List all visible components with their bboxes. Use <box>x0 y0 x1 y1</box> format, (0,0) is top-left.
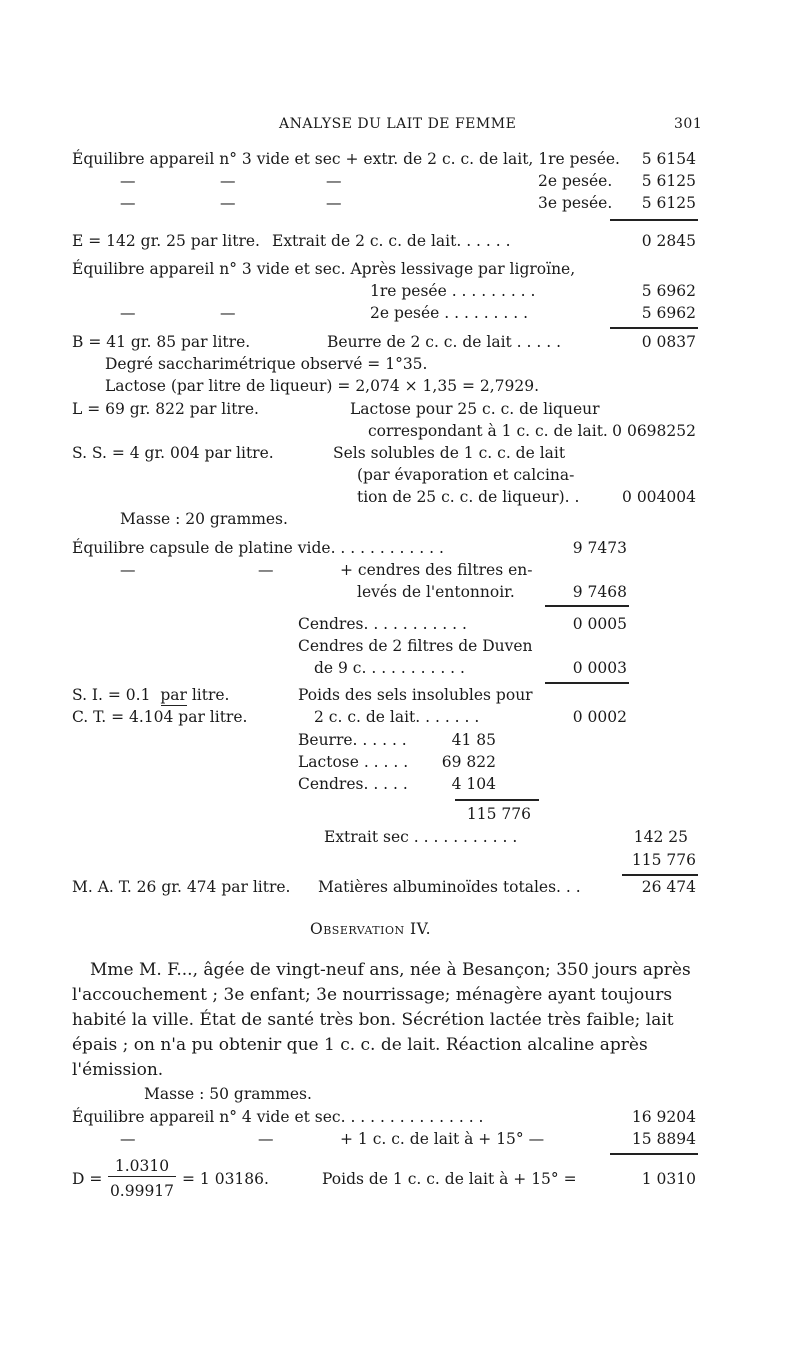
text-line: Beurre. . . . . . <box>298 731 407 749</box>
paragraph-line: l'émission. <box>72 1060 164 1080</box>
dash: — <box>326 194 342 212</box>
text-line: Équilibre appareil n° 3 vide et sec + extr. de 2 c. c. de lait, 1re pesée. <box>72 150 620 168</box>
text-line: 2e pesée . . . . . . . . . <box>370 304 529 322</box>
text-line: Équilibre appareil n° 4 vide et sec. . . . . . . . . . . . . . . <box>72 1108 484 1126</box>
value: 69 822 <box>441 753 496 771</box>
dash: — <box>120 1130 136 1148</box>
value: 0 0002 <box>572 708 627 726</box>
text-line: tion de 25 c. c. de liqueur). . <box>357 488 580 506</box>
dash: — <box>326 172 342 190</box>
value: 142 25 <box>633 828 688 846</box>
text-line: Poids de 1 c. c. de lait à + 15° = <box>322 1170 577 1188</box>
text-line: Cendres. . . . . . . . . . . <box>298 615 467 633</box>
dash: — <box>120 304 136 322</box>
text-line: 2e pesée. <box>538 172 613 190</box>
sum-rule <box>455 799 539 801</box>
dash: — <box>120 194 136 212</box>
value: 0 2845 <box>641 232 696 250</box>
text-line: de 9 c. . . . . . . . . . . <box>314 659 465 677</box>
value: 15 8894 <box>631 1130 696 1148</box>
value: 16 9204 <box>631 1108 696 1126</box>
sum-rule <box>610 219 698 221</box>
result-left: E = 142 gr. 25 par litre. <box>72 232 260 250</box>
fraction-denominator: 0.99917 <box>109 1182 175 1200</box>
text-line: 3e pesée. <box>538 194 613 212</box>
result-label: Matières albuminoïdes totales. . . <box>318 878 581 896</box>
result-label: Extrait de 2 c. c. de lait. . . . . . <box>272 232 511 250</box>
paragraph-line: habité la ville. État de santé très bon. Sécrétion lactée très faible; lait <box>72 1010 674 1030</box>
sum-rule <box>610 1153 698 1155</box>
running-header: ANALYSE DU LAIT DE FEMME <box>279 116 517 132</box>
text-line: 1re pesée . . . . . . . . . <box>370 282 536 300</box>
fraction-bar <box>108 1176 176 1177</box>
value: 0 0698252 <box>612 422 696 440</box>
dash: — <box>120 172 136 190</box>
dash: — <box>220 172 236 190</box>
dash: — <box>120 561 136 579</box>
section-title: Observation IV. <box>310 920 432 938</box>
value: 5 6125 <box>641 194 696 212</box>
text-line: Cendres de 2 filtres de Duven <box>298 637 533 655</box>
text-line: Lactose pour 25 c. c. de liqueur <box>350 400 600 418</box>
sum-rule <box>545 605 629 607</box>
text-line: Poids des sels insolubles pour <box>298 686 533 704</box>
value: 4 104 <box>451 775 496 793</box>
result-left: M. A. T. 26 gr. 474 par litre. <box>72 878 291 896</box>
paragraph-line: épais ; on n'a pu obtenir que 1 c. c. de lait. Réaction alcaline après <box>72 1035 648 1055</box>
paragraph-line: l'accouchement ; 3e enfant; 3e nourrissage; ménagère ayant toujours <box>72 985 673 1005</box>
formula-prefix: D = <box>72 1170 103 1188</box>
text-line: Cendres. . . . . <box>298 775 408 793</box>
text-line: correspondant à 1 c. c. de lait. <box>368 422 608 440</box>
underline <box>161 705 187 706</box>
text-line: Sels solubles de 1 c. c. de lait <box>333 444 566 462</box>
text-line: Masse : 20 grammes. <box>120 510 288 528</box>
text-line: levés de l'entonnoir. <box>357 583 515 601</box>
text-line: Équilibre appareil n° 3 vide et sec. Après lessivage par ligroïne, <box>72 260 576 278</box>
text-line: Lactose . . . . . <box>298 753 409 771</box>
value: 1 0310 <box>641 1170 696 1188</box>
result-left: C. T. = 4.104 par litre. <box>72 708 248 726</box>
paragraph-line: Mme M. F..., âgée de vingt-neuf ans, née à Besançon; 350 jours après <box>90 960 691 980</box>
text-line: + 1 c. c. de lait à + 15° — <box>340 1130 545 1148</box>
result-label: Beurre de 2 c. c. de lait . . . . . <box>327 333 562 351</box>
value: 26 474 <box>641 878 696 896</box>
value: 5 6125 <box>641 172 696 190</box>
sum-rule <box>622 874 698 876</box>
dash: — <box>258 1130 274 1148</box>
value: 5 6154 <box>641 150 696 168</box>
text-line: Masse : 50 grammes. <box>144 1085 312 1103</box>
dash: — <box>258 561 274 579</box>
text-line: (par évaporation et calcina- <box>357 466 575 484</box>
value: 5 6962 <box>641 282 696 300</box>
value: 0 0003 <box>572 659 627 677</box>
value: 41 85 <box>451 731 496 749</box>
sum-rule <box>610 327 698 329</box>
value: 5 6962 <box>641 304 696 322</box>
text-line: + cendres des filtres en- <box>340 561 533 579</box>
text-line: 2 c. c. de lait. . . . . . . <box>314 708 480 726</box>
page-number: 301 <box>674 116 703 132</box>
text-line: Équilibre capsule de platine vide. . . . . . . . . . . . <box>72 539 444 557</box>
result-left: L = 69 gr. 822 par litre. <box>72 400 259 418</box>
dash: — <box>220 304 236 322</box>
value: 0 0005 <box>572 615 627 633</box>
value: 9 7473 <box>572 539 627 557</box>
value: 115 776 <box>631 851 696 869</box>
value: 115 776 <box>466 805 531 823</box>
result-left: S. S. = 4 gr. 004 par litre. <box>72 444 274 462</box>
sum-rule <box>545 682 629 684</box>
text-line: Extrait sec . . . . . . . . . . . <box>324 828 518 846</box>
result-left: S. I. = 0.1 par litre. <box>72 686 230 704</box>
value: 9 7468 <box>572 583 627 601</box>
text-line: Degré saccharimétrique observé = 1°35. <box>105 355 428 373</box>
fraction-numerator: 1.0310 <box>114 1157 170 1175</box>
value: 0 004004 <box>622 488 696 506</box>
value: 0 0837 <box>641 333 696 351</box>
dash: — <box>220 194 236 212</box>
text-line: Lactose (par litre de liqueur) = 2,074 × 1,35 = 2,7929. <box>105 377 540 395</box>
result-left: B = 41 gr. 85 par litre. <box>72 333 251 351</box>
formula-result: = 1 03186. <box>182 1170 269 1188</box>
